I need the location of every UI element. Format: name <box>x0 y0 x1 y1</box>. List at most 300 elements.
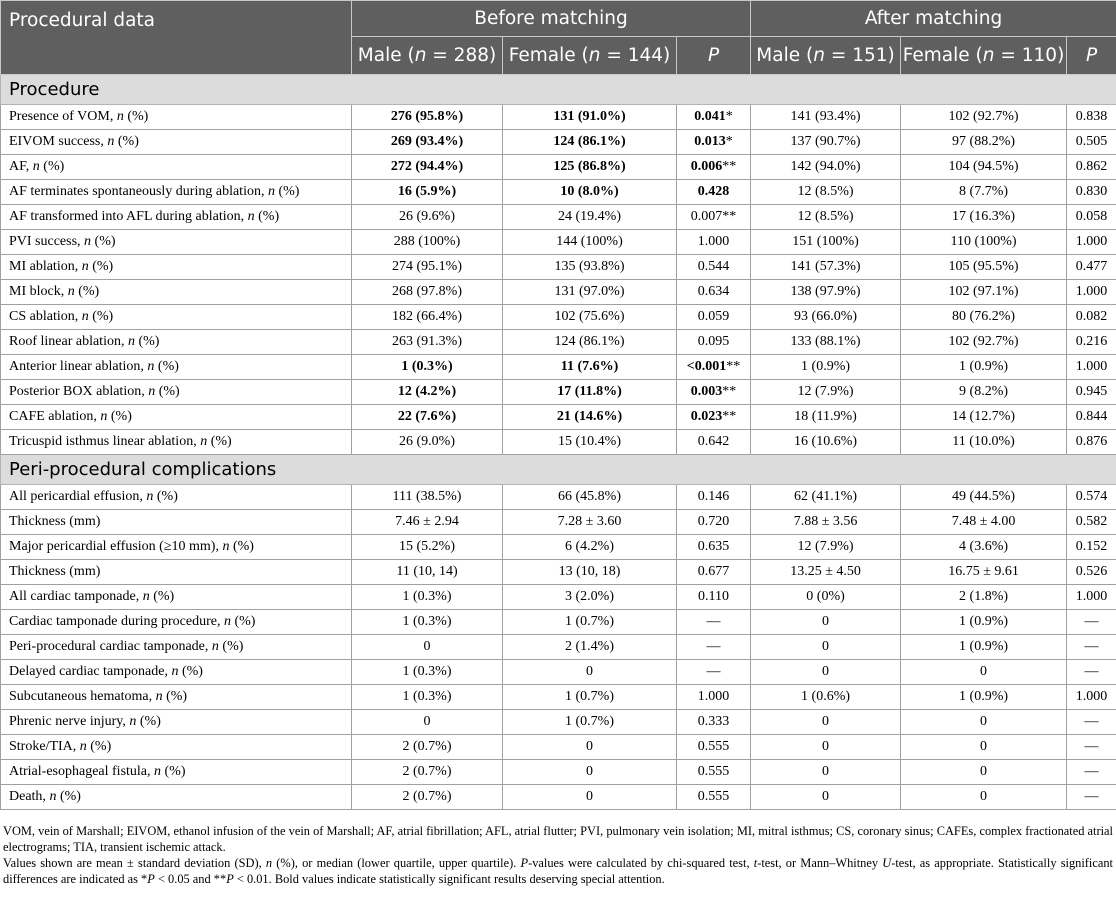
row-label-n: n <box>146 489 154 504</box>
table-row <box>1 535 1116 560</box>
cell-male-before: 7.46 ± 2.94 <box>352 510 503 535</box>
cell-female-after: 0 <box>901 660 1067 685</box>
row-label-unit: (%) <box>254 209 280 224</box>
cell-female-after: 97 (88.2%) <box>901 130 1067 155</box>
row-label-unit: (%) <box>134 334 160 349</box>
cell-female-before: 0 <box>503 735 677 760</box>
cell-female-after: 110 (100%) <box>901 230 1067 255</box>
cell-p-after: 0.082 <box>1067 305 1116 330</box>
p-value: 0.003 <box>690 384 723 399</box>
cell-p-after: 1.000 <box>1067 230 1116 255</box>
table-row <box>1 660 1116 685</box>
header-p-after: P <box>1067 37 1116 75</box>
cell-p-after: 0.945 <box>1067 380 1116 405</box>
cell-p-before <box>677 685 751 710</box>
cell-p-after: 0.505 <box>1067 130 1116 155</box>
significance-marker: ** <box>722 409 737 424</box>
row-label <box>1 685 352 710</box>
cell-p-before <box>677 560 751 585</box>
cell-p-before <box>677 405 751 430</box>
cell-male-after: 0 <box>751 660 901 685</box>
cell-female-after: 0 <box>901 760 1067 785</box>
cell-female-before: 124 (86.1%) <box>503 130 677 155</box>
row-label-unit: (%) <box>229 539 254 554</box>
cell-female-before: 24 (19.4%) <box>503 205 677 230</box>
row-label-unit: (%) <box>161 764 186 779</box>
table-row <box>1 105 1116 130</box>
cell-female-before: 125 (86.8%) <box>503 155 677 180</box>
row-label-unit: (%) <box>207 434 232 449</box>
cell-male-after: 151 (100%) <box>751 230 901 255</box>
cell-p-before <box>677 130 751 155</box>
cell-p-after: 0.844 <box>1067 405 1116 430</box>
cell-female-after: 0 <box>901 710 1067 735</box>
p-value: 0.555 <box>697 764 730 779</box>
significance-marker: ** <box>722 384 737 399</box>
cell-p-after: — <box>1067 710 1116 735</box>
row-label-unit: (%) <box>155 384 180 399</box>
table-row <box>1 510 1116 535</box>
row-label-text: Presence of VOM, <box>9 109 117 124</box>
cell-p-before <box>677 610 751 635</box>
row-label-unit: (%) <box>162 689 188 704</box>
header-after-matching: After matching <box>751 1 1116 37</box>
p-value: 0.013 <box>694 134 726 149</box>
cell-male-after: 18 (11.9%) <box>751 405 901 430</box>
row-label-n: n <box>211 639 219 654</box>
p-value: 0.634 <box>697 284 730 299</box>
row-label-n: n <box>49 789 57 804</box>
cell-female-after: 2 (1.8%) <box>901 585 1067 610</box>
row-label-text: AF transformed into AFL during ablation, <box>9 209 248 224</box>
cell-p-after: — <box>1067 610 1116 635</box>
p-value: 0.544 <box>697 259 730 274</box>
cell-p-before <box>677 105 751 130</box>
cell-female-before: 124 (86.1%) <box>503 330 677 355</box>
row-label <box>1 380 352 405</box>
row-label-n: n <box>79 739 87 754</box>
cell-female-after: 17 (16.3%) <box>901 205 1067 230</box>
cell-female-after: 104 (94.5%) <box>901 155 1067 180</box>
row-label-unit: (%) <box>178 664 203 679</box>
cell-female-before: 17 (11.8%) <box>503 380 677 405</box>
p-value: 0.555 <box>697 739 730 754</box>
cell-p-after: 1.000 <box>1067 685 1116 710</box>
row-label-text: Subcutaneous hematoma, <box>9 689 156 704</box>
cell-female-before: 1 (0.7%) <box>503 710 677 735</box>
table-row <box>1 735 1116 760</box>
row-label <box>1 130 352 155</box>
cell-female-after: 14 (12.7%) <box>901 405 1067 430</box>
cell-male-after: 12 (7.9%) <box>751 535 901 560</box>
p-value: 1.000 <box>697 234 730 249</box>
row-label-unit: (%) <box>153 489 178 504</box>
cell-male-after: 0 <box>751 635 901 660</box>
p-value: 0.642 <box>697 434 730 449</box>
cell-p-before <box>677 430 751 455</box>
cell-female-after: 1 (0.9%) <box>901 635 1067 660</box>
table-row <box>1 760 1116 785</box>
header-procedural-data: Procedural data <box>1 1 352 75</box>
table-row <box>1 255 1116 280</box>
cell-female-before: 102 (75.6%) <box>503 305 677 330</box>
cell-male-before: 288 (100%) <box>352 230 503 255</box>
cell-p-after: 0.526 <box>1067 560 1116 585</box>
cell-male-before: 26 (9.0%) <box>352 430 503 455</box>
p-value: 0.041 <box>694 109 726 124</box>
cell-male-before: 0 <box>352 710 503 735</box>
row-label-text: CS ablation, <box>9 309 82 324</box>
cell-male-before: 276 (95.8%) <box>352 105 503 130</box>
cell-female-after: 80 (76.2%) <box>901 305 1067 330</box>
cell-male-before: 1 (0.3%) <box>352 355 503 380</box>
cell-male-after: 0 <box>751 785 901 810</box>
cell-female-before: 15 (10.4%) <box>503 430 677 455</box>
row-label-text: MI block, <box>9 284 68 299</box>
row-label-text: Peri-procedural cardiac tamponade, <box>9 639 212 654</box>
cell-male-after: 138 (97.9%) <box>751 280 901 305</box>
cell-male-after: 133 (88.1%) <box>751 330 901 355</box>
cell-male-after: 93 (66.0%) <box>751 305 901 330</box>
cell-p-before <box>677 660 751 685</box>
row-label-n: n <box>154 764 162 779</box>
cell-female-after: 105 (95.5%) <box>901 255 1067 280</box>
p-value: 0.146 <box>697 489 730 504</box>
row-label-n: n <box>67 284 75 299</box>
row-label <box>1 330 352 355</box>
table-row <box>1 305 1116 330</box>
section-row-complications <box>1 455 1116 485</box>
cell-male-before: 272 (94.4%) <box>352 155 503 180</box>
cell-p-after: 0.830 <box>1067 180 1116 205</box>
cell-p-after: 0.838 <box>1067 105 1116 130</box>
row-label-text: Phrenic nerve injury, <box>9 714 130 729</box>
table-row <box>1 485 1116 510</box>
row-label-text: Stroke/TIA, <box>9 739 80 754</box>
row-label-text: Anterior linear ablation, <box>9 359 148 374</box>
row-label <box>1 560 352 585</box>
cell-female-before: 2 (1.4%) <box>503 635 677 660</box>
row-label-unit: (%) <box>114 134 139 149</box>
row-label-unit: (%) <box>107 409 132 424</box>
row-label-n: n <box>171 664 179 679</box>
significance-marker: ** <box>722 209 737 224</box>
cell-p-after: — <box>1067 635 1116 660</box>
row-label-n: n <box>148 384 156 399</box>
table-row <box>1 280 1116 305</box>
cell-male-before: 16 (5.9%) <box>352 180 503 205</box>
row-label <box>1 205 352 230</box>
row-label <box>1 180 352 205</box>
row-label-n: n <box>142 589 150 604</box>
cell-p-before <box>677 710 751 735</box>
cell-female-before: 0 <box>503 785 677 810</box>
header-female-before: Female (n = 144) <box>503 37 677 75</box>
row-label <box>1 355 352 380</box>
cell-male-before: 2 (0.7%) <box>352 735 503 760</box>
row-label <box>1 735 352 760</box>
row-label-unit: (%) <box>218 639 244 654</box>
row-label <box>1 280 352 305</box>
cell-p-after: 0.582 <box>1067 510 1116 535</box>
p-value: 1.000 <box>697 689 730 704</box>
cell-p-before <box>677 255 751 280</box>
cell-female-after: 102 (97.1%) <box>901 280 1067 305</box>
row-label <box>1 785 352 810</box>
cell-female-after: 8 (7.7%) <box>901 180 1067 205</box>
header-male-before: Male (n = 288) <box>352 37 503 75</box>
cell-female-after: 102 (92.7%) <box>901 105 1067 130</box>
p-value: — <box>706 639 721 654</box>
cell-male-after: 141 (93.4%) <box>751 105 901 130</box>
table-row <box>1 380 1116 405</box>
row-label-n: n <box>200 434 208 449</box>
p-value: <0.001 <box>686 359 727 374</box>
cell-male-before: 26 (9.6%) <box>352 205 503 230</box>
cell-p-after: 0.862 <box>1067 155 1116 180</box>
cell-p-after: 0.876 <box>1067 430 1116 455</box>
row-label <box>1 230 352 255</box>
row-label-text: CAFE ablation, <box>9 409 101 424</box>
table-row <box>1 155 1116 180</box>
row-label <box>1 585 352 610</box>
cell-male-before: 15 (5.2%) <box>352 535 503 560</box>
p-value: 0.006 <box>690 159 723 174</box>
cell-p-before <box>677 735 751 760</box>
table-row <box>1 355 1116 380</box>
row-label-n: n <box>129 714 137 729</box>
cell-female-after: 1 (0.9%) <box>901 355 1067 380</box>
row-label-n: n <box>147 359 155 374</box>
row-label-text: Roof linear ablation, <box>9 334 128 349</box>
cell-female-before: 7.28 ± 3.60 <box>503 510 677 535</box>
cell-p-before <box>677 510 751 535</box>
cell-female-before: 1 (0.7%) <box>503 685 677 710</box>
table-footnotes <box>3 823 1113 887</box>
statistics-note: Values shown are mean ± standard deviation (SD), n (%), or median (lower quartile, upper quartile). P-values were calculated by chi-squared test, t-test, or Mann–Whitney U-test, as appropriate. Statistically significant differences are indicated as *P < 0.05 and **P < 0.01. Bold values indicate statistically significant results deserving special attention. <box>3 856 1113 886</box>
row-label <box>1 610 352 635</box>
p-value: 0.095 <box>697 334 730 349</box>
cell-p-before <box>677 280 751 305</box>
cell-female-before: 1 (0.7%) <box>503 610 677 635</box>
cell-male-after: 7.88 ± 3.56 <box>751 510 901 535</box>
table-row <box>1 330 1116 355</box>
table-row <box>1 610 1116 635</box>
cell-p-after: — <box>1067 785 1116 810</box>
row-label-unit: (%) <box>86 739 112 754</box>
cell-p-after: — <box>1067 660 1116 685</box>
cell-male-before: 22 (7.6%) <box>352 405 503 430</box>
cell-female-after: 102 (92.7%) <box>901 330 1067 355</box>
row-label <box>1 485 352 510</box>
row-label-n: n <box>84 234 92 249</box>
p-value: 0.023 <box>690 409 723 424</box>
cell-female-before: 3 (2.0%) <box>503 585 677 610</box>
cell-p-after: 0.152 <box>1067 535 1116 560</box>
cell-male-after: 12 (7.9%) <box>751 380 901 405</box>
cell-female-after: 1 (0.9%) <box>901 610 1067 635</box>
cell-female-before: 144 (100%) <box>503 230 677 255</box>
table-row <box>1 430 1116 455</box>
row-label-text: All cardiac tamponade, <box>9 589 143 604</box>
p-value: 0.110 <box>698 589 729 604</box>
cell-male-before: 1 (0.3%) <box>352 685 503 710</box>
significance-marker: * <box>725 134 733 149</box>
row-label-n: n <box>100 409 108 424</box>
cell-male-before: 1 (0.3%) <box>352 610 503 635</box>
table-body <box>1 75 1116 810</box>
cell-p-before <box>677 180 751 205</box>
row-label-text: Cardiac tamponade during procedure, <box>9 614 224 629</box>
cell-male-before: 1 (0.3%) <box>352 585 503 610</box>
cell-p-before <box>677 585 751 610</box>
row-label <box>1 660 352 685</box>
cell-male-after: 12 (8.5%) <box>751 180 901 205</box>
cell-male-before: 111 (38.5%) <box>352 485 503 510</box>
abbreviations-note: VOM, vein of Marshall; EIVOM, ethanol infusion of the vein of Marshall; AF, atrial fibrillation; AFL, atrial flutter; PVI, pulmonary vein isolation; MI, mitral isthmus; CS, coronary sinus; CAFEs, complex fractionated atrial electrograms; TIA, transient ischemic attack. <box>3 824 1113 854</box>
cell-p-before <box>677 380 751 405</box>
cell-p-before <box>677 155 751 180</box>
cell-male-after: 1 (0.6%) <box>751 685 901 710</box>
p-value: — <box>706 664 721 679</box>
significance-marker: ** <box>726 359 741 374</box>
row-label <box>1 305 352 330</box>
row-label <box>1 710 352 735</box>
cell-p-before <box>677 785 751 810</box>
p-value: 0.677 <box>697 564 730 579</box>
cell-female-before: 135 (93.8%) <box>503 255 677 280</box>
cell-male-before: 268 (97.8%) <box>352 280 503 305</box>
section-title-procedure: Procedure <box>1 75 1116 105</box>
table-row <box>1 710 1116 735</box>
cell-female-after: 1 (0.9%) <box>901 685 1067 710</box>
row-label-n: n <box>81 309 89 324</box>
table-row <box>1 405 1116 430</box>
row-label-unit: (%) <box>39 159 65 174</box>
cell-p-before <box>677 635 751 660</box>
p-value: 0.555 <box>697 789 730 804</box>
cell-male-after: 0 <box>751 760 901 785</box>
cell-p-before <box>677 760 751 785</box>
row-label-text: PVI success, <box>9 234 85 249</box>
cell-p-after: 0.216 <box>1067 330 1116 355</box>
cell-male-after: 13.25 ± 4.50 <box>751 560 901 585</box>
row-label <box>1 405 352 430</box>
cell-female-before: 21 (14.6%) <box>503 405 677 430</box>
cell-male-before: 182 (66.4%) <box>352 305 503 330</box>
cell-p-after: 1.000 <box>1067 355 1116 380</box>
cell-p-after: 0.477 <box>1067 255 1116 280</box>
p-value: 0.635 <box>697 539 730 554</box>
cell-male-before: 269 (93.4%) <box>352 130 503 155</box>
header-male-after: Male (n = 151) <box>751 37 901 75</box>
cell-male-before: 11 (10, 14) <box>352 560 503 585</box>
cell-female-before: 6 (4.2%) <box>503 535 677 560</box>
cell-p-before <box>677 355 751 380</box>
row-label-text: Major pericardial effusion (≥10 mm), <box>9 539 223 554</box>
header-female-after: Female (n = 110) <box>901 37 1067 75</box>
cell-female-before: 66 (45.8%) <box>503 485 677 510</box>
row-label-n: n <box>155 689 163 704</box>
cell-male-after: 16 (10.6%) <box>751 430 901 455</box>
cell-male-after: 0 (0%) <box>751 585 901 610</box>
cell-male-before: 0 <box>352 635 503 660</box>
cell-male-after: 0 <box>751 735 901 760</box>
table-row <box>1 635 1116 660</box>
cell-female-before: 10 (8.0%) <box>503 180 677 205</box>
row-label-n: n <box>116 109 124 124</box>
row-label <box>1 255 352 280</box>
cell-p-after: 0.574 <box>1067 485 1116 510</box>
table-row <box>1 205 1116 230</box>
cell-female-after: 16.75 ± 9.61 <box>901 560 1067 585</box>
cell-male-before: 263 (91.3%) <box>352 330 503 355</box>
row-label-n: n <box>222 539 230 554</box>
cell-male-after: 137 (90.7%) <box>751 130 901 155</box>
row-label-text: EIVOM success, <box>9 134 108 149</box>
row-label-unit: (%) <box>74 284 100 299</box>
cell-p-before <box>677 485 751 510</box>
row-label-text: Thickness (mm) <box>9 564 101 579</box>
row-label <box>1 535 352 560</box>
row-label <box>1 430 352 455</box>
cell-male-before: 1 (0.3%) <box>352 660 503 685</box>
cell-male-after: 12 (8.5%) <box>751 205 901 230</box>
p-value: — <box>706 614 721 629</box>
cell-p-before <box>677 330 751 355</box>
cell-female-after: 4 (3.6%) <box>901 535 1067 560</box>
cell-female-before: 0 <box>503 660 677 685</box>
cell-female-after: 49 (44.5%) <box>901 485 1067 510</box>
row-label-n: n <box>107 134 115 149</box>
row-label-n: n <box>247 209 255 224</box>
header-before-matching: Before matching <box>352 1 751 37</box>
cell-p-after: 1.000 <box>1067 280 1116 305</box>
cell-male-after: 0 <box>751 710 901 735</box>
row-label-unit: (%) <box>230 614 256 629</box>
row-label-n: n <box>32 159 40 174</box>
cell-male-before: 2 (0.7%) <box>352 760 503 785</box>
cell-p-after: — <box>1067 735 1116 760</box>
row-label-n: n <box>81 259 89 274</box>
row-label-n: n <box>223 614 231 629</box>
cell-female-after: 0 <box>901 735 1067 760</box>
row-label-text: All pericardial effusion, <box>9 489 147 504</box>
row-label-text: AF terminates spontaneously during ablation, <box>9 184 268 199</box>
row-label <box>1 760 352 785</box>
cell-female-before: 0 <box>503 760 677 785</box>
cell-female-after: 9 (8.2%) <box>901 380 1067 405</box>
p-value: 0.333 <box>697 714 730 729</box>
p-value: 0.059 <box>697 309 730 324</box>
row-label-unit: (%) <box>136 714 161 729</box>
table-row <box>1 180 1116 205</box>
cell-p-after: 1.000 <box>1067 585 1116 610</box>
cell-male-after: 142 (94.0%) <box>751 155 901 180</box>
cell-female-after: 0 <box>901 785 1067 810</box>
row-label-unit: (%) <box>149 589 175 604</box>
table-row <box>1 685 1116 710</box>
row-label <box>1 105 352 130</box>
cell-male-after: 141 (57.3%) <box>751 255 901 280</box>
row-label-text: Thickness (mm) <box>9 514 101 529</box>
table-row <box>1 585 1116 610</box>
row-label-text: MI ablation, <box>9 259 82 274</box>
cell-male-before: 2 (0.7%) <box>352 785 503 810</box>
section-title-complications: Peri-procedural complications <box>1 455 1116 485</box>
row-label-text: AF, <box>9 159 33 174</box>
cell-male-after: 62 (41.1%) <box>751 485 901 510</box>
